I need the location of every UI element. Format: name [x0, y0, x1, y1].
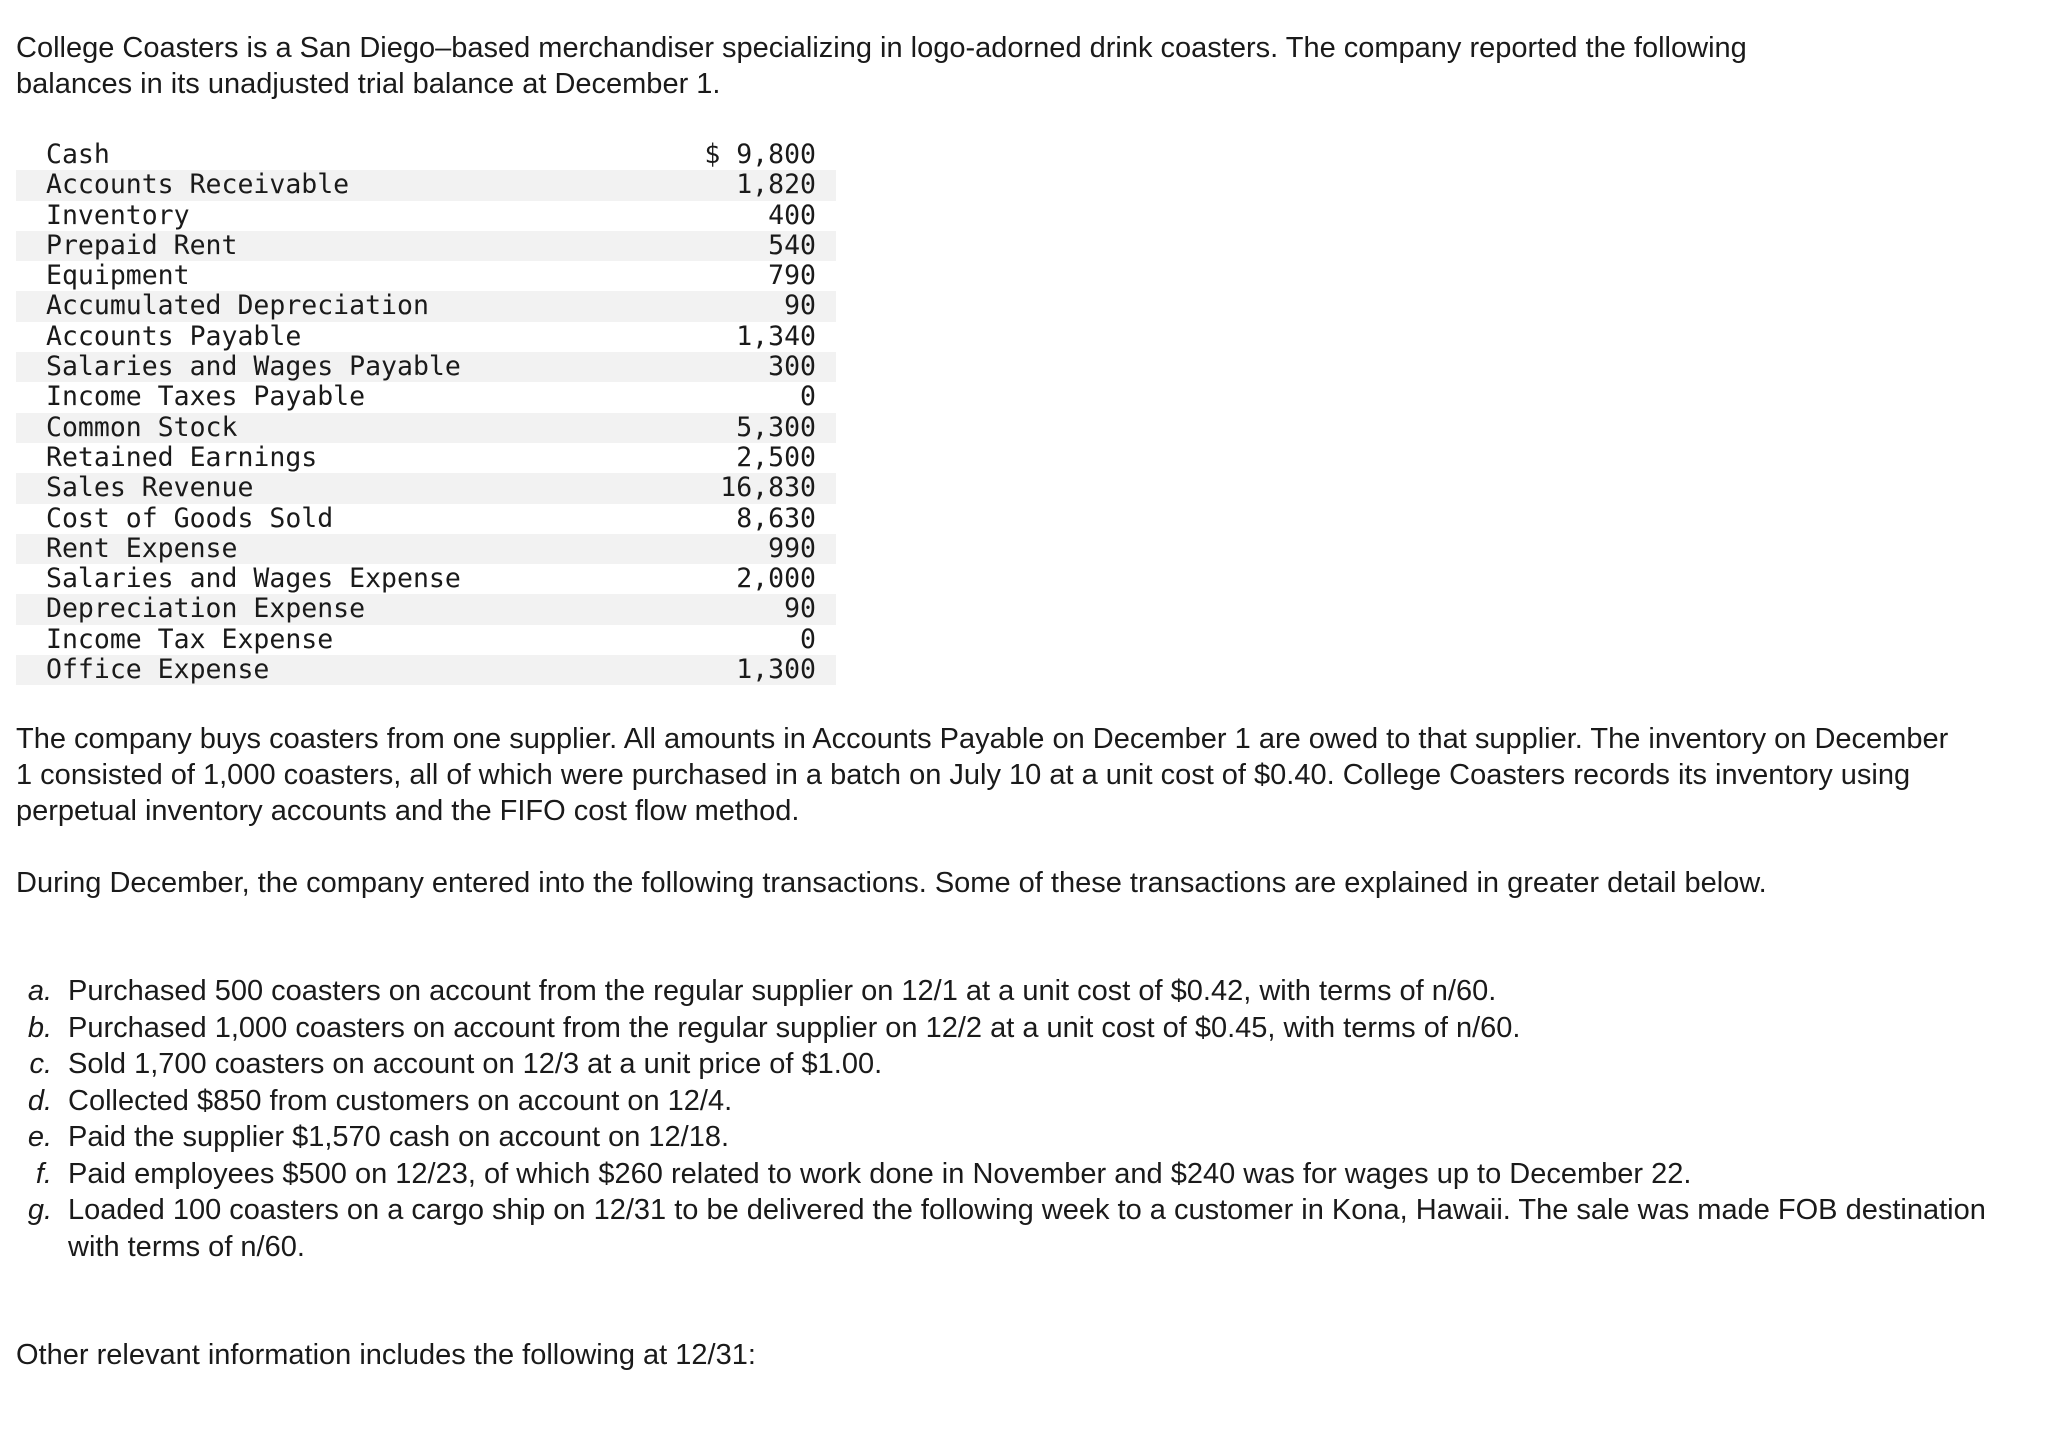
table-row [16, 170, 836, 200]
supplier-paragraph: The company buys coasters from one supplier. All amounts in Accounts Payable on December 1 are owed to that supplier. The inventory on December 1 consisted of 1,000 coasters, all of which were purchased in a batch on July 10 at a unit cost of $0.40. College Coasters records its inventory using perpetual inventory accounts and the FIFO cost flow method. [16, 723, 1949, 828]
table-row [16, 534, 836, 564]
list-item [16, 973, 2006, 1010]
account-name: Cash [46, 139, 110, 170]
account-amount: 300 [664, 352, 836, 382]
table-row [16, 504, 836, 534]
table-row [16, 291, 836, 321]
account-amount: $ 9,800 [704, 139, 816, 170]
list-item [16, 1192, 2006, 1265]
account-amount: 1,820 [664, 170, 836, 200]
account-name: Salaries and Wages Payable [16, 352, 664, 382]
item-text: Sold 1,700 coasters on account on 12/3 at a unit price of $1.00. [68, 1048, 883, 1081]
account-name: Accounts Payable [46, 320, 302, 352]
account-amount: 5,300 [664, 413, 836, 443]
account-name: Income Taxes Payable [46, 381, 366, 413]
transactions-intro-paragraph: During December, the company entered into the following transactions. Some of these transactions are explained in greater detail below. [16, 867, 1767, 900]
account-amount: 0 [800, 623, 816, 655]
account-name: Common Stock [16, 413, 664, 443]
account-name: Cost of Goods Sold [46, 502, 334, 534]
item-text: Loaded 100 coasters on a cargo ship on 12/31 to be delivered the following week to a customer in Kona, Hawaii. The sale was made FOB destination with terms of n/60. [68, 1194, 1986, 1263]
account-name: Accumulated Depreciation [16, 291, 664, 321]
table-row [16, 443, 836, 473]
list-item [16, 1010, 2006, 1047]
table-row [16, 140, 836, 170]
item-letter: b. [27, 1011, 52, 1044]
item-text: Purchased 500 coasters on account from the regular supplier on 12/1 at a unit cost of $0.42, with terms of n/60. [68, 975, 1497, 1008]
account-amount: 90 [664, 291, 836, 321]
account-amount: 790 [768, 260, 816, 292]
account-amount: 8,630 [736, 502, 816, 534]
account-name: Inventory [46, 199, 190, 231]
list-item [16, 1083, 2006, 1120]
item-text: Paid employees $500 on 12/23, of which $260 related to work done in November and $240 was for wages up to December 22. [68, 1157, 1692, 1190]
table-row [16, 352, 836, 382]
list-item [16, 1156, 2006, 1193]
trial-balance-table [16, 140, 836, 685]
table-row [16, 261, 836, 291]
item-letter: f. [35, 1157, 52, 1190]
account-name: Rent Expense [16, 534, 664, 564]
item-letter: a. [27, 975, 52, 1008]
item-letter: e. [27, 1121, 52, 1154]
table-row [16, 201, 836, 231]
account-amount: 1,340 [736, 320, 816, 352]
item-letter: c. [29, 1048, 52, 1081]
table-row [16, 231, 836, 261]
table-row [16, 413, 836, 443]
account-name: Salaries and Wages Expense [46, 563, 461, 595]
table-row [16, 473, 836, 503]
account-name: Sales Revenue [16, 473, 664, 503]
table-row [16, 382, 836, 412]
list-item [16, 1046, 2006, 1083]
account-amount: 540 [664, 231, 836, 261]
table-row [16, 564, 836, 594]
account-name: Office Expense [16, 655, 664, 685]
account-amount: 1,300 [664, 655, 836, 685]
table-row [16, 625, 836, 655]
intro-paragraph: College Coasters is a San Diego–based merchandiser specializing in logo-adorned drink coasters. The company reported the following balances in its unadjusted trial balance at December 1. [16, 32, 1747, 100]
item-letter: g. [27, 1194, 52, 1227]
account-name: Accounts Receivable [16, 170, 664, 200]
item-text: Paid the supplier $1,570 cash on account on 12/18. [68, 1121, 730, 1154]
account-name: Depreciation Expense [16, 594, 664, 624]
account-amount: 990 [664, 534, 836, 564]
table-row [16, 655, 836, 685]
table-row [16, 322, 836, 352]
item-text: Collected $850 from customers on account on 12/4. [68, 1084, 733, 1117]
other-info-paragraph: Other relevant information includes the following at 12/31: [16, 1339, 756, 1372]
account-name: Equipment [46, 260, 190, 292]
account-amount: 2,000 [736, 563, 816, 595]
item-letter: d. [27, 1084, 52, 1117]
account-name: Income Tax Expense [46, 623, 334, 655]
account-amount: 2,500 [736, 441, 816, 473]
account-amount: 400 [768, 199, 816, 231]
list-item [16, 1119, 2006, 1156]
account-amount: 16,830 [664, 473, 836, 503]
account-name: Retained Earnings [46, 441, 318, 473]
account-amount: 90 [664, 594, 836, 624]
table-row [16, 594, 836, 624]
account-amount: 0 [800, 381, 816, 413]
problem-document [16, 30, 2006, 1373]
item-text: Purchased 1,000 coasters on account from the regular supplier on 12/2 at a unit cost of $0.45, with terms of n/60. [68, 1011, 1521, 1044]
account-name: Prepaid Rent [16, 231, 664, 261]
transactions-list [16, 973, 2006, 1265]
